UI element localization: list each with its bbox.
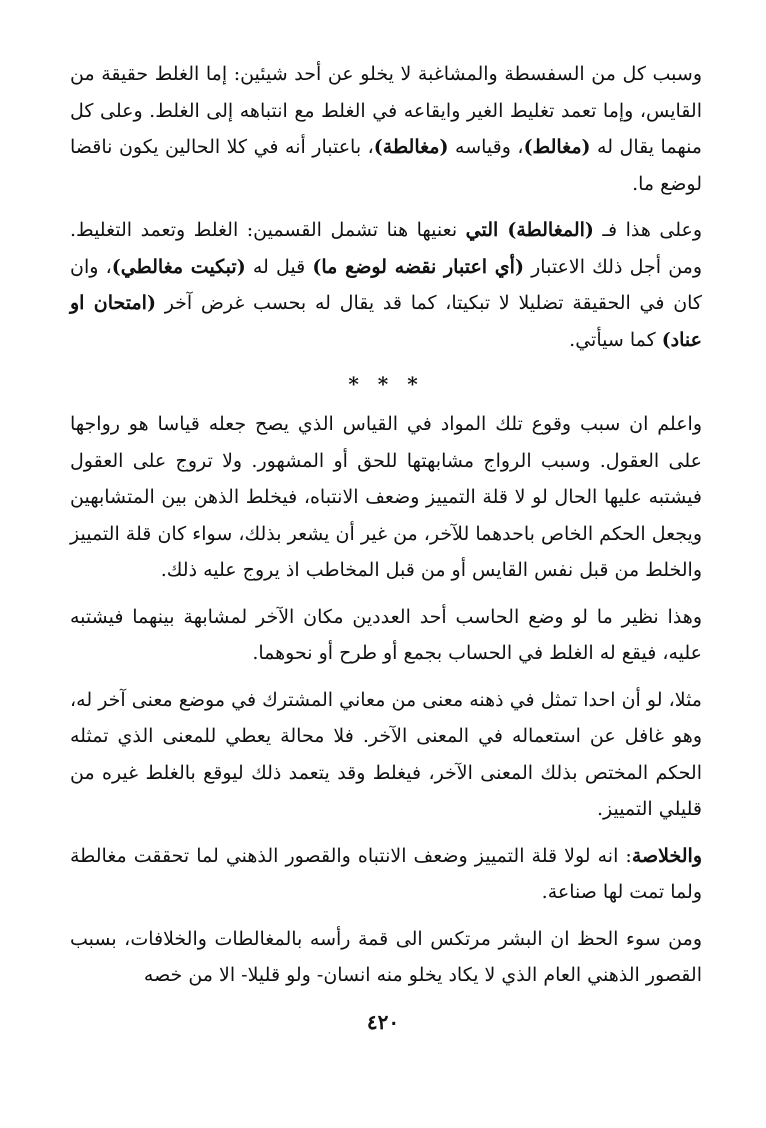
page-number: ٤٢٠ — [366, 1010, 400, 1034]
text-segment: نعنيها هنا تشمل القسمين: الغلط وتعمد التغليط. ومن أجل ذلك الاعتبار — [70, 219, 703, 278]
text-segment: وعلى هذا فـ — [593, 219, 702, 241]
paragraph-5 — [70, 682, 702, 828]
paragraph-6 — [70, 838, 702, 911]
term-al-mughalata: (المغالطة) التي — [465, 219, 594, 241]
term-imtihan: (امتحان او عناد) — [70, 292, 702, 351]
term-khulasa: والخلاصة — [631, 844, 702, 867]
text-segment: وهذا نظير ما لو وضع الحاسب أحد العددين مكان الآخر لمشابهة بينهما فيشتبه عليه، فيقع له الغلط في الحساب بجمع أو طرح أو نحوهما. — [70, 605, 702, 664]
text-segment: واعلم ان سبب وقوع تلك المواد في القياس الذي يصح جعله قياسا هو رواجها على العقول. وسبب الرواج مشابهتها للحق أو المشهور. ولا تروج على العقول فيشتبه عليها الحال لو لا قلة التمييز وضعف الانتباه، فيخلط الذهن بين المتشابهين ويجعل الحكم الخاص باحدهما للآخر، من غير أن يشعر بذلك، سواء كان قلة التمييز والخلط من قبل نفس القايس أو من قبل المخاطب اذ يروج عليه ذلك. — [70, 413, 702, 581]
term-naqd-clause: (أي اعتبار نقضه لوضع ما) — [312, 255, 524, 278]
term-tabkit: (تبكيت مغالطي) — [111, 255, 246, 278]
term-mughalata: (مغالطة) — [373, 136, 449, 158]
paragraph-2 — [70, 212, 702, 358]
text-segment: ، وان كان في الحقيقة تضليلا لا تبكيتا، كما قد يقال له بحسب غرض آخر — [70, 255, 702, 314]
text-segment: : انه لولا قلة التمييز وضعف الانتباه والقصور الذهني لما تحققت مغالطة ولما تمت لها صناعة. — [70, 844, 702, 903]
text-segment: كما سيأتي. — [569, 328, 662, 351]
term-mughalit: (مغالط) — [523, 136, 591, 158]
paragraph-7 — [70, 921, 702, 994]
paragraph-4 — [70, 599, 702, 672]
paragraph-1 — [70, 56, 702, 202]
text-segment: وسبب كل من السفسطة والمشاغبة لا يخلو عن أحد شيئين: إما الغلط حقيقة من القايس، وإما تعمد تغليط الغير وايقاعه في الغلط مع انتباهه إلى الغلط. وعلى كل منهما يقال له — [70, 63, 702, 158]
text-segment: ، وقياسه — [448, 136, 524, 158]
text-segment: ، باعتبار أنه في كلا الحالين يكون ناقضا لوضع ما. — [70, 136, 702, 195]
text-segment: ومن سوء الحظ ان البشر مرتكس الى قمة رأسه بالمغالطات والخلافات، بسبب القصور الذهني العام الذي لا يكاد يخلو منه انسان- ولو قليلا- الا من خصه — [70, 927, 702, 986]
text-segment: قيل له — [245, 255, 313, 278]
paragraph-3 — [70, 406, 702, 589]
section-separator: * * * — [348, 372, 424, 396]
text-segment: مثلا، لو أن احدا تمثل في ذهنه معنى من معاني المشترك في موضع معنى آخر له، وهو غافل عن استعماله في المعنى الآخر. فلا محالة يعطي للمعنى الذي تمثله الحكم المختص بذلك المعنى الآخر، فيغلط وقد يتعمد ذلك ليوقع بالغلط غيره من قليلي التمييز. — [70, 688, 702, 820]
